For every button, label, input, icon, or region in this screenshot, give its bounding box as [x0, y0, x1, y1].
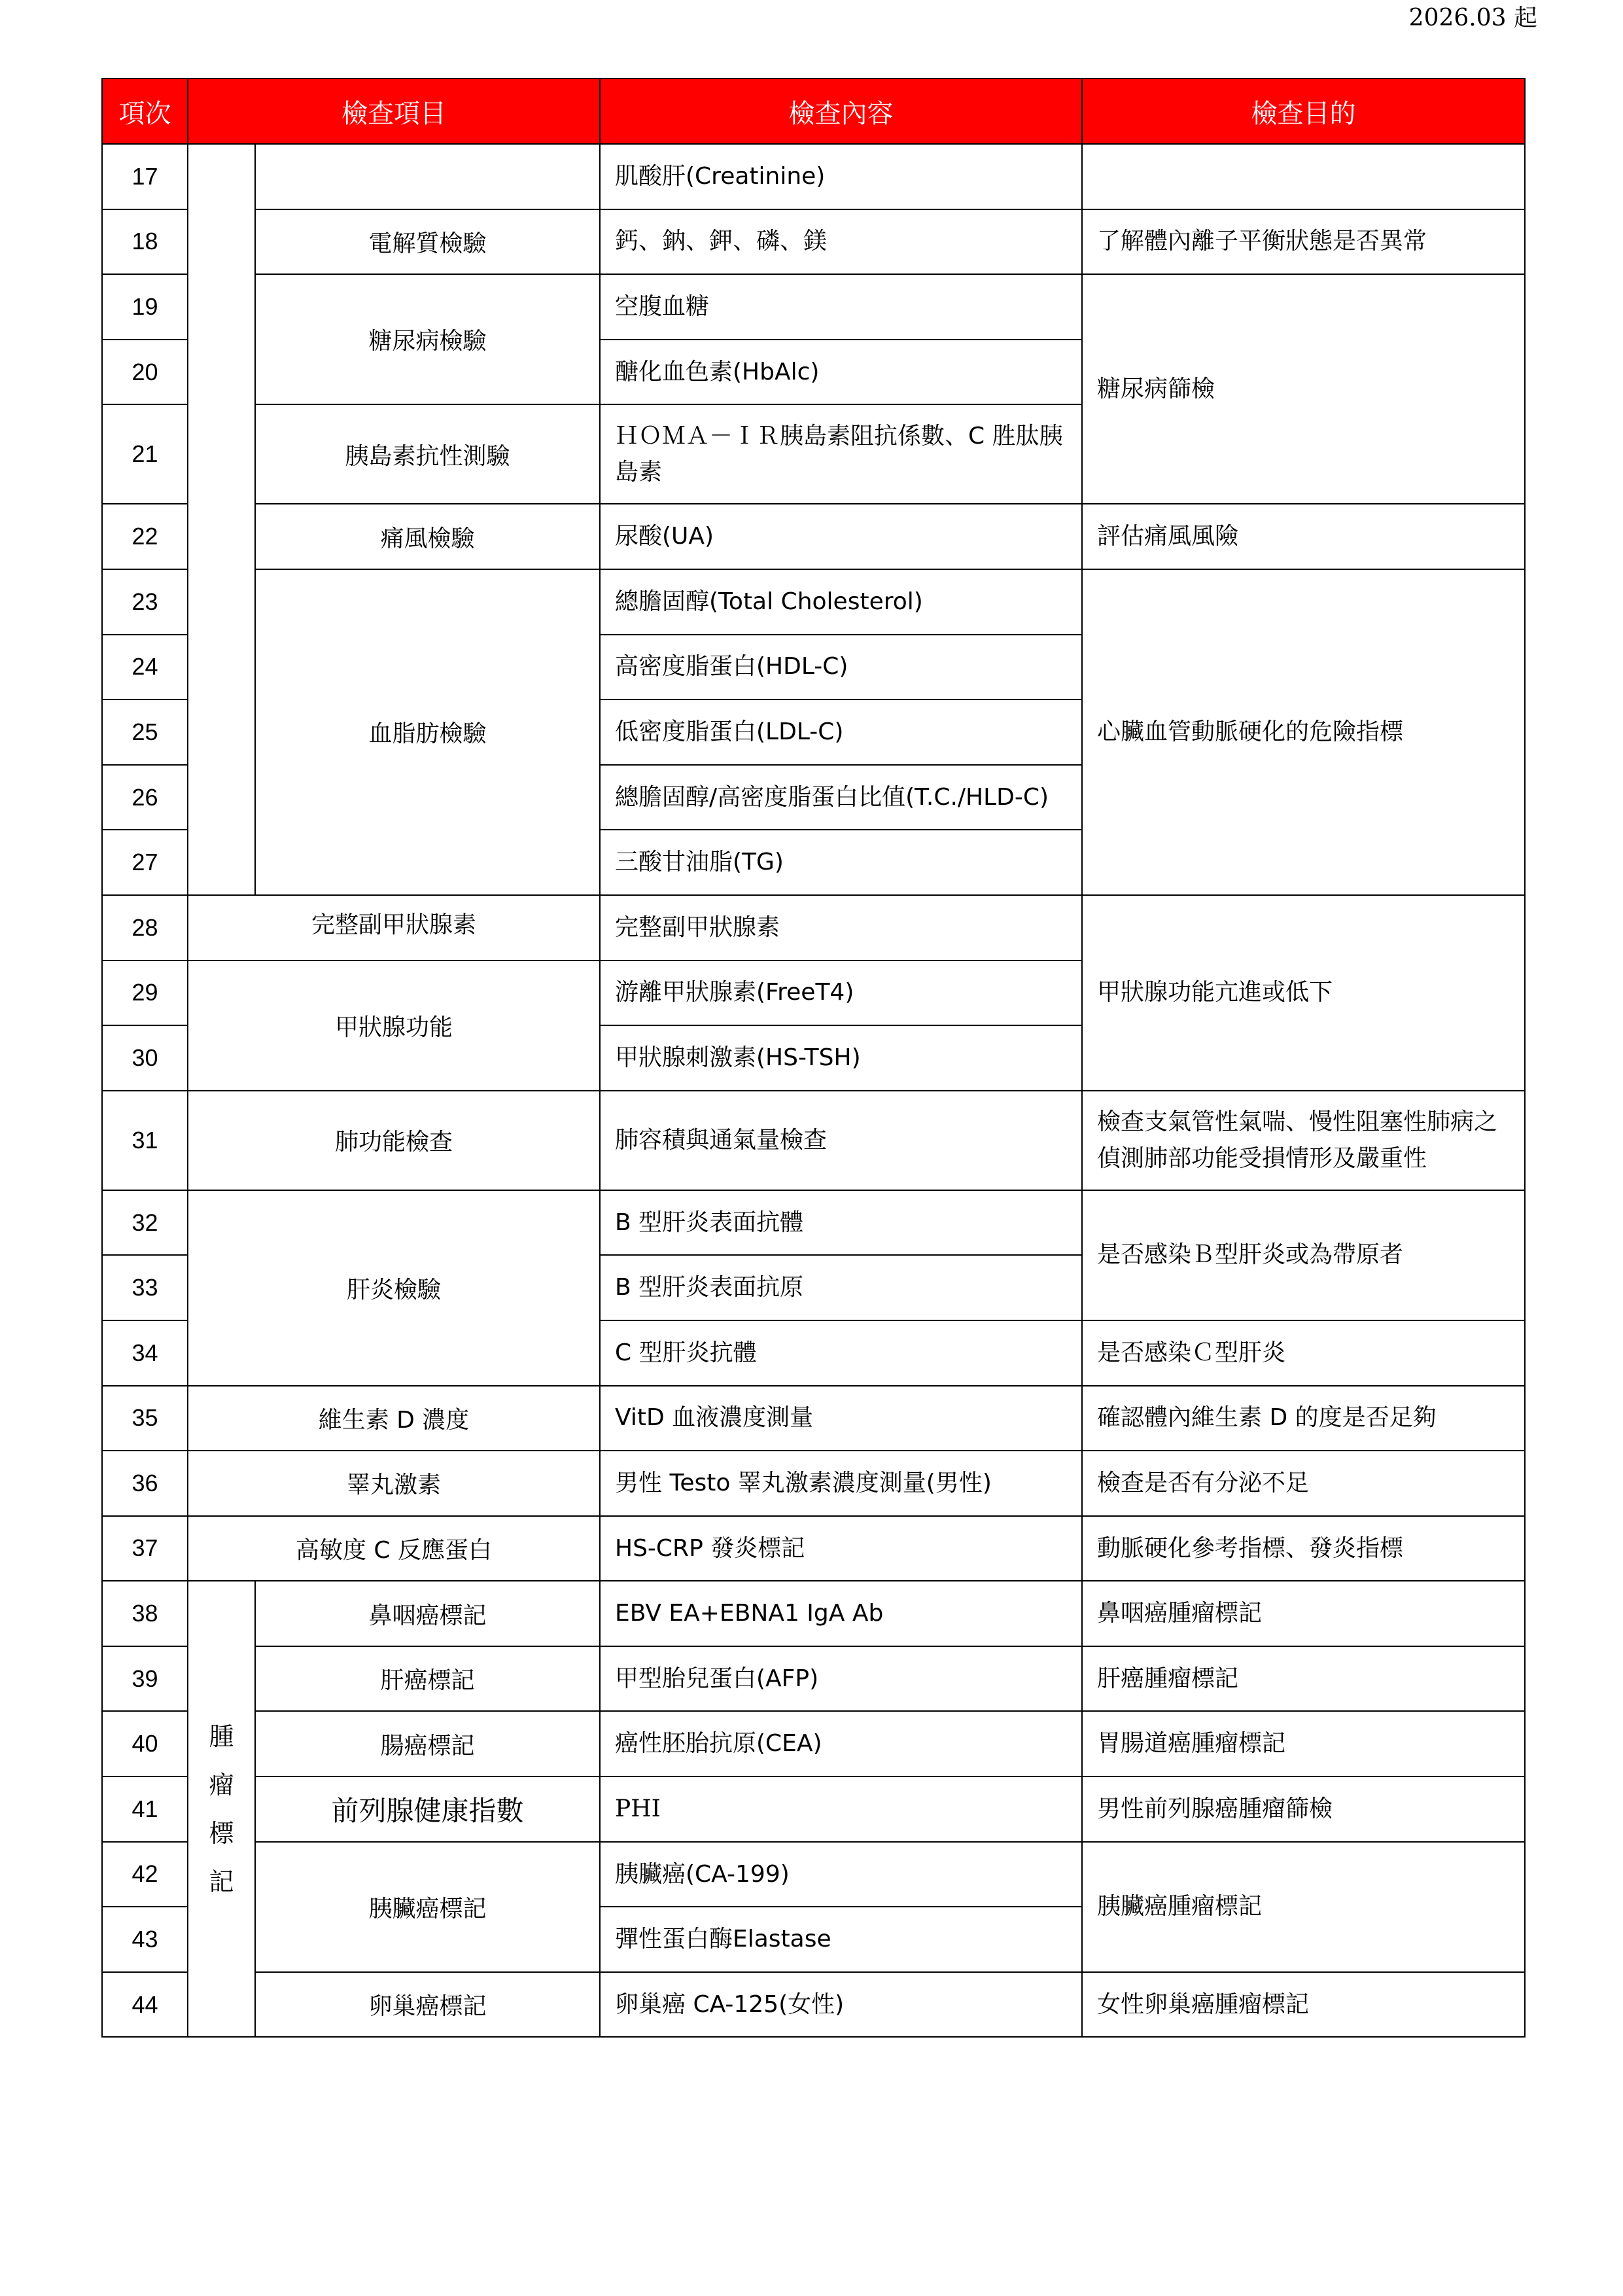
item-cell: 痛風檢驗: [255, 504, 600, 569]
date-label: 2026.03 起: [1408, 5, 1537, 31]
row-number: 29: [102, 961, 188, 1026]
item-cell: 甲狀腺功能: [188, 961, 600, 1091]
table-row: [102, 1972, 1525, 2038]
content-cell: 尿酸(UA): [600, 504, 1082, 569]
item-cell: 鼻咽癌標記: [255, 1581, 600, 1646]
row-number: 24: [102, 635, 188, 700]
content-cell: 總膽固醇/高密度脂蛋白比值(T.C./HLD-C): [600, 765, 1082, 830]
table-header-row: [102, 79, 1525, 144]
content-cell: 男性 Testo 睪丸激素濃度測量(男性): [600, 1451, 1082, 1516]
content-cell: C 型肝炎抗體: [600, 1320, 1082, 1386]
item-cell: 卵巢癌標記: [255, 1972, 600, 2038]
header-no: 項次: [102, 79, 188, 144]
purpose-cell: 動脈硬化參考指標、發炎指標: [1082, 1516, 1525, 1581]
item-cell: 糖尿病檢驗: [255, 274, 600, 404]
content-cell: ＨＯＭＡ－ＩＲ胰島素阻抗係數、C 胜肽胰島素: [600, 404, 1082, 504]
row-number: 42: [102, 1842, 188, 1907]
item-cell: 胰臟癌標記: [255, 1842, 600, 1972]
item-cell: 血脂肪檢驗: [255, 569, 600, 895]
item-cell: 前列腺健康指數: [255, 1776, 600, 1842]
row-number: 21: [102, 404, 188, 504]
purpose-cell: 檢查支氣管性氣喘、慢性阻塞性肺病之偵測肺部功能受損情形及嚴重性: [1082, 1091, 1525, 1190]
item-cell: 肝炎檢驗: [188, 1190, 600, 1386]
row-number: 18: [102, 209, 188, 275]
table-row: [102, 1776, 1525, 1842]
row-number: 19: [102, 274, 188, 340]
content-cell: 肌酸肝(Creatinine): [600, 144, 1082, 209]
content-cell: 游離甲狀腺素(FreeT4): [600, 961, 1082, 1026]
header-purpose: 檢查目的: [1082, 79, 1525, 144]
item-cell: 睪丸激素: [188, 1451, 600, 1516]
table-row: [102, 1711, 1525, 1776]
table-row: [102, 1581, 1525, 1646]
row-number: 26: [102, 765, 188, 830]
table-row: [102, 1091, 1525, 1190]
group-cell-blood: [188, 144, 255, 895]
row-number: 28: [102, 895, 188, 961]
row-number: 40: [102, 1711, 188, 1776]
content-cell: 完整副甲狀腺素: [600, 895, 1082, 961]
table-row: [102, 1190, 1525, 1256]
row-number: 34: [102, 1320, 188, 1386]
exam-table: [101, 78, 1526, 2038]
row-number: 31: [102, 1091, 188, 1190]
content-cell: 甲型胎兒蛋白(AFP): [600, 1646, 1082, 1712]
content-cell: 低密度脂蛋白(LDL-C): [600, 699, 1082, 765]
content-cell: 彈性蛋白酶Elastase: [600, 1907, 1082, 1972]
item-cell-empty: [255, 144, 600, 209]
row-number: 32: [102, 1190, 188, 1256]
purpose-cell: 甲狀腺功能亢進或低下: [1082, 895, 1525, 1091]
table-row: [102, 504, 1525, 569]
purpose-cell: 肝癌腫瘤標記: [1082, 1646, 1525, 1712]
table-row: [102, 1842, 1525, 1907]
content-cell: 總膽固醇(Total Cholesterol): [600, 569, 1082, 635]
item-cell: 維生素 D 濃度: [188, 1386, 600, 1451]
table-row: [102, 895, 1525, 961]
row-number: 17: [102, 144, 188, 209]
row-number: 43: [102, 1907, 188, 1972]
content-cell: 胰臟癌(CA-199): [600, 1842, 1082, 1907]
row-number: 33: [102, 1255, 188, 1320]
row-number: 39: [102, 1646, 188, 1712]
content-cell: 甲狀腺刺激素(HS-TSH): [600, 1025, 1082, 1091]
table-row: [102, 569, 1525, 635]
table-row: [102, 1646, 1525, 1712]
content-cell: 肺容積與通氣量檢查: [600, 1091, 1082, 1190]
purpose-cell: 女性卵巢癌腫瘤標記: [1082, 1972, 1525, 2038]
content-cell: 高密度脂蛋白(HDL-C): [600, 635, 1082, 700]
header-item: 檢查項目: [188, 79, 600, 144]
purpose-cell: 男性前列腺癌腫瘤篩檢: [1082, 1776, 1525, 1842]
row-number: 44: [102, 1972, 188, 2038]
item-cell: 電解質檢驗: [255, 209, 600, 275]
purpose-cell: 心臟血管動脈硬化的危險指標: [1082, 569, 1525, 895]
purpose-cell: 鼻咽癌腫瘤標記: [1082, 1581, 1525, 1646]
row-number: 41: [102, 1776, 188, 1842]
purpose-cell: 胰臟癌腫瘤標記: [1082, 1842, 1525, 1972]
item-cell: 高敏度 C 反應蛋白: [188, 1516, 600, 1581]
row-number: 30: [102, 1025, 188, 1091]
content-cell: B 型肝炎表面抗體: [600, 1190, 1082, 1256]
content-cell: HS-CRP 發炎標記: [600, 1516, 1082, 1581]
item-cell: 胰島素抗性測驗: [255, 404, 600, 504]
row-number: 38: [102, 1581, 188, 1646]
purpose-cell: 評估痛風風險: [1082, 504, 1525, 569]
content-cell: 空腹血糖: [600, 274, 1082, 340]
purpose-cell: 確認體內維生素 D 的度是否足夠: [1082, 1386, 1525, 1451]
purpose-cell: 了解體內離子平衡狀態是否異常: [1082, 209, 1525, 275]
purpose-cell: 是否感染Ｃ型肝炎: [1082, 1320, 1525, 1386]
row-number: 25: [102, 699, 188, 765]
item-cell: 腸癌標記: [255, 1711, 600, 1776]
table-row: [102, 1451, 1525, 1516]
content-cell: 鈣、鈉、鉀、磷、鎂: [600, 209, 1082, 275]
content-cell: VitD 血液濃度測量: [600, 1386, 1082, 1451]
table-row: [102, 1386, 1525, 1451]
row-number: 37: [102, 1516, 188, 1581]
content-cell: 卵巢癌 CA-125(女性): [600, 1972, 1082, 2038]
content-cell: EBV EA+EBNA1 IgA Ab: [600, 1581, 1082, 1646]
header-content: 檢查內容: [600, 79, 1082, 144]
row-number: 22: [102, 504, 188, 569]
row-number: 23: [102, 569, 188, 635]
table-row: [102, 209, 1525, 275]
group-cell-tumor: [188, 1581, 255, 2037]
item-cell: 肺功能檢查: [188, 1091, 600, 1190]
purpose-cell: 是否感染Ｂ型肝炎或為帶原者: [1082, 1190, 1525, 1320]
row-number: 20: [102, 340, 188, 405]
content-cell: 癌性胚胎抗原(CEA): [600, 1711, 1082, 1776]
item-cell: 完整副甲狀腺素: [188, 895, 600, 961]
row-number: 35: [102, 1386, 188, 1451]
table-row: [102, 1516, 1525, 1581]
content-cell: 三酸甘油脂(TG): [600, 830, 1082, 895]
content-cell: PHI: [600, 1776, 1082, 1842]
row-number: 27: [102, 830, 188, 895]
group-label-tumor: 腫瘤標記: [209, 1722, 234, 1896]
table-row: [102, 274, 1525, 340]
item-cell: 肝癌標記: [255, 1646, 600, 1712]
purpose-cell-empty: [1082, 144, 1525, 209]
content-cell: B 型肝炎表面抗原: [600, 1255, 1082, 1320]
table-row: [102, 144, 1525, 209]
content-cell: 醣化血色素(HbAlc): [600, 340, 1082, 405]
purpose-cell: 糖尿病篩檢: [1082, 274, 1525, 504]
purpose-cell: 胃腸道癌腫瘤標記: [1082, 1711, 1525, 1776]
row-number: 36: [102, 1451, 188, 1516]
purpose-cell: 檢查是否有分泌不足: [1082, 1451, 1525, 1516]
